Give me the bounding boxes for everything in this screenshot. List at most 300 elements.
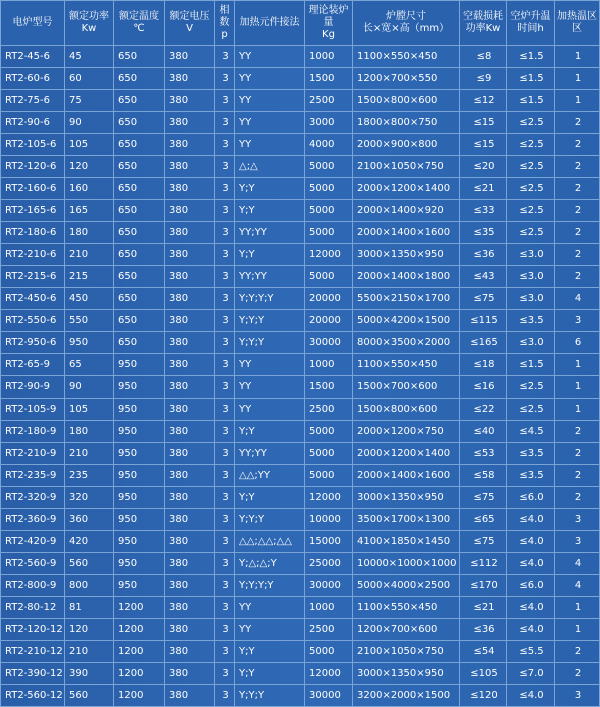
cell-no-load-loss: ≤12 xyxy=(460,90,507,112)
cell-rated-voltage: 380 xyxy=(165,684,215,706)
cell-heating-zones: 2 xyxy=(555,222,600,244)
cell-no-load-loss: ≤35 xyxy=(460,222,507,244)
cell-model: RT2-560-12 xyxy=(1,684,65,706)
cell-rated-power: 800 xyxy=(65,574,114,596)
cell-rated-voltage: 380 xyxy=(165,376,215,398)
cell-rated-temperature: 650 xyxy=(114,332,165,354)
cell-heating-zones: 2 xyxy=(555,134,600,156)
cell-load-capacity: 5000 xyxy=(305,420,353,442)
cell-heat-up-time: ≤3.5 xyxy=(507,464,555,486)
cell-chamber-dimensions: 3000×1350×950 xyxy=(353,244,460,266)
cell-model: RT2-90-6 xyxy=(1,112,65,134)
cell-heating-element-connection: Y;Y xyxy=(235,662,305,684)
cell-chamber-dimensions: 2000×900×800 xyxy=(353,134,460,156)
cell-rated-power: 65 xyxy=(65,354,114,376)
cell-no-load-loss: ≤53 xyxy=(460,442,507,464)
cell-heating-zones: 2 xyxy=(555,442,600,464)
cell-rated-temperature: 1200 xyxy=(114,684,165,706)
cell-load-capacity: 15000 xyxy=(305,530,353,552)
cell-rated-temperature: 650 xyxy=(114,112,165,134)
header-rated-power: 额定功率 Kw xyxy=(65,1,114,46)
cell-rated-voltage: 380 xyxy=(165,354,215,376)
cell-rated-voltage: 380 xyxy=(165,442,215,464)
cell-rated-temperature: 650 xyxy=(114,178,165,200)
cell-heating-zones: 3 xyxy=(555,530,600,552)
cell-load-capacity: 20000 xyxy=(305,288,353,310)
cell-rated-temperature: 950 xyxy=(114,354,165,376)
cell-no-load-loss: ≤9 xyxy=(460,68,507,90)
cell-heating-element-connection: YY;YY xyxy=(235,442,305,464)
cell-model: RT2-180-9 xyxy=(1,420,65,442)
cell-heating-element-connection: YY xyxy=(235,596,305,618)
cell-no-load-loss: ≤75 xyxy=(460,288,507,310)
cell-no-load-loss: ≤36 xyxy=(460,244,507,266)
cell-phases: 3 xyxy=(215,684,235,706)
cell-heating-zones: 2 xyxy=(555,178,600,200)
cell-heating-zones: 2 xyxy=(555,486,600,508)
cell-phases: 3 xyxy=(215,530,235,552)
cell-heat-up-time: ≤4.0 xyxy=(507,596,555,618)
table-row xyxy=(1,662,600,684)
cell-rated-voltage: 380 xyxy=(165,46,215,68)
cell-rated-voltage: 380 xyxy=(165,662,215,684)
table-row xyxy=(1,530,600,552)
cell-heating-element-connection: YY xyxy=(235,46,305,68)
cell-heat-up-time: ≤4.5 xyxy=(507,420,555,442)
table-row xyxy=(1,618,600,640)
cell-chamber-dimensions: 2000×1400×1600 xyxy=(353,222,460,244)
cell-chamber-dimensions: 1500×700×600 xyxy=(353,376,460,398)
cell-heating-element-connection: Y;Y;Y;Y xyxy=(235,288,305,310)
cell-heating-element-connection: YY xyxy=(235,68,305,90)
cell-rated-power: 81 xyxy=(65,596,114,618)
cell-load-capacity: 12000 xyxy=(305,486,353,508)
cell-load-capacity: 5000 xyxy=(305,222,353,244)
cell-heat-up-time: ≤2.5 xyxy=(507,134,555,156)
cell-load-capacity: 2500 xyxy=(305,618,353,640)
header-no-load-loss: 空载损耗 功率Kw xyxy=(460,1,507,46)
cell-rated-power: 560 xyxy=(65,684,114,706)
cell-phases: 3 xyxy=(215,442,235,464)
cell-heat-up-time: ≤1.5 xyxy=(507,354,555,376)
cell-load-capacity: 1500 xyxy=(305,376,353,398)
cell-model: RT2-105-6 xyxy=(1,134,65,156)
cell-load-capacity: 4000 xyxy=(305,134,353,156)
cell-model: RT2-235-9 xyxy=(1,464,65,486)
table-row xyxy=(1,442,600,464)
cell-rated-voltage: 380 xyxy=(165,112,215,134)
cell-chamber-dimensions: 2000×1400×920 xyxy=(353,200,460,222)
cell-chamber-dimensions: 2000×1200×1400 xyxy=(353,442,460,464)
cell-rated-temperature: 1200 xyxy=(114,596,165,618)
cell-model: RT2-550-6 xyxy=(1,310,65,332)
cell-heating-zones: 2 xyxy=(555,662,600,684)
cell-model: RT2-120-6 xyxy=(1,156,65,178)
table-body xyxy=(1,46,600,707)
cell-heating-zones: 6 xyxy=(555,332,600,354)
cell-phases: 3 xyxy=(215,332,235,354)
cell-heating-element-connection: Y;Y;Y xyxy=(235,310,305,332)
cell-heat-up-time: ≤2.5 xyxy=(507,178,555,200)
cell-heating-zones: 4 xyxy=(555,288,600,310)
cell-rated-temperature: 950 xyxy=(114,442,165,464)
cell-rated-temperature: 950 xyxy=(114,574,165,596)
cell-heating-element-connection: YY xyxy=(235,112,305,134)
cell-chamber-dimensions: 3000×1350×950 xyxy=(353,662,460,684)
cell-phases: 3 xyxy=(215,90,235,112)
cell-phases: 3 xyxy=(215,156,235,178)
header-heating-element-connection: 加热元件接法 xyxy=(235,1,305,46)
cell-heat-up-time: ≤4.0 xyxy=(507,508,555,530)
cell-rated-voltage: 380 xyxy=(165,530,215,552)
cell-heat-up-time: ≤4.0 xyxy=(507,552,555,574)
cell-heat-up-time: ≤6.0 xyxy=(507,574,555,596)
cell-load-capacity: 1500 xyxy=(305,68,353,90)
cell-chamber-dimensions: 1800×800×750 xyxy=(353,112,460,134)
cell-heating-zones: 1 xyxy=(555,376,600,398)
cell-no-load-loss: ≤43 xyxy=(460,266,507,288)
table-row xyxy=(1,68,600,90)
cell-rated-power: 320 xyxy=(65,486,114,508)
cell-rated-voltage: 380 xyxy=(165,134,215,156)
cell-load-capacity: 30000 xyxy=(305,574,353,596)
cell-model: RT2-90-9 xyxy=(1,376,65,398)
cell-rated-power: 550 xyxy=(65,310,114,332)
cell-heating-zones: 3 xyxy=(555,508,600,530)
cell-rated-voltage: 380 xyxy=(165,618,215,640)
cell-load-capacity: 2500 xyxy=(305,90,353,112)
cell-heating-element-connection: △△;△△;△△ xyxy=(235,530,305,552)
cell-heating-element-connection: Y;Y xyxy=(235,420,305,442)
cell-heat-up-time: ≤1.5 xyxy=(507,68,555,90)
cell-heat-up-time: ≤4.0 xyxy=(507,618,555,640)
cell-phases: 3 xyxy=(215,266,235,288)
cell-phases: 3 xyxy=(215,618,235,640)
cell-rated-temperature: 650 xyxy=(114,90,165,112)
cell-rated-voltage: 380 xyxy=(165,266,215,288)
cell-heat-up-time: ≤6.0 xyxy=(507,486,555,508)
cell-heating-zones: 4 xyxy=(555,574,600,596)
cell-phases: 3 xyxy=(215,222,235,244)
cell-rated-power: 180 xyxy=(65,222,114,244)
cell-no-load-loss: ≤112 xyxy=(460,552,507,574)
cell-model: RT2-320-9 xyxy=(1,486,65,508)
cell-phases: 3 xyxy=(215,552,235,574)
cell-rated-voltage: 380 xyxy=(165,486,215,508)
cell-rated-voltage: 380 xyxy=(165,68,215,90)
cell-heat-up-time: ≤3.5 xyxy=(507,310,555,332)
cell-rated-power: 560 xyxy=(65,552,114,574)
cell-heating-element-connection: YY xyxy=(235,398,305,420)
cell-rated-power: 210 xyxy=(65,442,114,464)
cell-rated-power: 90 xyxy=(65,376,114,398)
cell-no-load-loss: ≤120 xyxy=(460,684,507,706)
cell-rated-voltage: 380 xyxy=(165,178,215,200)
cell-heating-element-connection: △;△ xyxy=(235,156,305,178)
cell-load-capacity: 5000 xyxy=(305,178,353,200)
cell-model: RT2-210-12 xyxy=(1,640,65,662)
cell-load-capacity: 5000 xyxy=(305,200,353,222)
cell-heating-element-connection: △△;YY xyxy=(235,464,305,486)
cell-rated-power: 90 xyxy=(65,112,114,134)
cell-phases: 3 xyxy=(215,640,235,662)
table-row xyxy=(1,266,600,288)
cell-load-capacity: 1000 xyxy=(305,354,353,376)
cell-model: RT2-360-9 xyxy=(1,508,65,530)
cell-rated-power: 165 xyxy=(65,200,114,222)
cell-heat-up-time: ≤3.0 xyxy=(507,244,555,266)
cell-rated-voltage: 380 xyxy=(165,574,215,596)
cell-no-load-loss: ≤65 xyxy=(460,508,507,530)
cell-load-capacity: 12000 xyxy=(305,662,353,684)
cell-model: RT2-75-6 xyxy=(1,90,65,112)
table-row xyxy=(1,310,600,332)
cell-rated-voltage: 380 xyxy=(165,640,215,662)
cell-rated-power: 160 xyxy=(65,178,114,200)
cell-model: RT2-215-6 xyxy=(1,266,65,288)
cell-heat-up-time: ≤2.5 xyxy=(507,156,555,178)
table-row xyxy=(1,354,600,376)
cell-rated-voltage: 380 xyxy=(165,464,215,486)
cell-rated-power: 215 xyxy=(65,266,114,288)
cell-rated-power: 390 xyxy=(65,662,114,684)
cell-rated-temperature: 1200 xyxy=(114,640,165,662)
cell-heating-element-connection: Y;Y xyxy=(235,486,305,508)
cell-chamber-dimensions: 10000×1000×1000 xyxy=(353,552,460,574)
table-row xyxy=(1,244,600,266)
cell-no-load-loss: ≤54 xyxy=(460,640,507,662)
cell-phases: 3 xyxy=(215,200,235,222)
cell-model: RT2-65-9 xyxy=(1,354,65,376)
table-row xyxy=(1,332,600,354)
cell-rated-power: 210 xyxy=(65,244,114,266)
cell-rated-power: 235 xyxy=(65,464,114,486)
cell-load-capacity: 1000 xyxy=(305,46,353,68)
header-chamber-dimensions: 炉膛尺寸 长×宽×高（mm） xyxy=(353,1,460,46)
cell-phases: 3 xyxy=(215,508,235,530)
cell-phases: 3 xyxy=(215,112,235,134)
cell-model: RT2-80-12 xyxy=(1,596,65,618)
cell-rated-power: 420 xyxy=(65,530,114,552)
cell-heating-element-connection: YY xyxy=(235,618,305,640)
cell-load-capacity: 12000 xyxy=(305,244,353,266)
cell-phases: 3 xyxy=(215,244,235,266)
cell-rated-power: 120 xyxy=(65,156,114,178)
table-row xyxy=(1,640,600,662)
table-row xyxy=(1,90,600,112)
cell-load-capacity: 5000 xyxy=(305,266,353,288)
cell-chamber-dimensions: 1500×800×600 xyxy=(353,90,460,112)
cell-chamber-dimensions: 1100×550×450 xyxy=(353,354,460,376)
cell-load-capacity: 10000 xyxy=(305,508,353,530)
header-heating-zones: 加热温区 区 xyxy=(555,1,600,46)
cell-no-load-loss: ≤15 xyxy=(460,134,507,156)
header-load-capacity: 理论装炉量 Kg xyxy=(305,1,353,46)
cell-no-load-loss: ≤15 xyxy=(460,112,507,134)
cell-chamber-dimensions: 8000×3500×2000 xyxy=(353,332,460,354)
cell-phases: 3 xyxy=(215,46,235,68)
cell-rated-temperature: 650 xyxy=(114,310,165,332)
cell-rated-voltage: 380 xyxy=(165,398,215,420)
header-model: 电炉型号 xyxy=(1,1,65,46)
cell-no-load-loss: ≤33 xyxy=(460,200,507,222)
cell-rated-voltage: 380 xyxy=(165,552,215,574)
cell-chamber-dimensions: 2000×1200×750 xyxy=(353,420,460,442)
cell-heating-zones: 2 xyxy=(555,200,600,222)
table-row xyxy=(1,134,600,156)
cell-heat-up-time: ≤3.0 xyxy=(507,266,555,288)
cell-heat-up-time: ≤3.0 xyxy=(507,288,555,310)
cell-chamber-dimensions: 2000×1400×1600 xyxy=(353,464,460,486)
cell-rated-voltage: 380 xyxy=(165,420,215,442)
cell-no-load-loss: ≤21 xyxy=(460,596,507,618)
cell-phases: 3 xyxy=(215,354,235,376)
cell-model: RT2-45-6 xyxy=(1,46,65,68)
header-heat-up-time: 空炉升温 时间h xyxy=(507,1,555,46)
cell-rated-power: 360 xyxy=(65,508,114,530)
table-row xyxy=(1,288,600,310)
cell-rated-temperature: 650 xyxy=(114,200,165,222)
cell-heating-element-connection: YY xyxy=(235,376,305,398)
cell-rated-temperature: 950 xyxy=(114,376,165,398)
cell-phases: 3 xyxy=(215,288,235,310)
cell-no-load-loss: ≤22 xyxy=(460,398,507,420)
table-row xyxy=(1,398,600,420)
cell-heating-zones: 3 xyxy=(555,310,600,332)
cell-rated-voltage: 380 xyxy=(165,90,215,112)
cell-no-load-loss: ≤20 xyxy=(460,156,507,178)
cell-load-capacity: 25000 xyxy=(305,552,353,574)
cell-model: RT2-180-6 xyxy=(1,222,65,244)
table-row xyxy=(1,200,600,222)
cell-rated-voltage: 380 xyxy=(165,244,215,266)
cell-rated-temperature: 650 xyxy=(114,244,165,266)
cell-heating-element-connection: Y;Y xyxy=(235,244,305,266)
cell-rated-power: 45 xyxy=(65,46,114,68)
cell-model: RT2-420-9 xyxy=(1,530,65,552)
cell-model: RT2-160-6 xyxy=(1,178,65,200)
cell-heating-zones: 1 xyxy=(555,398,600,420)
cell-rated-temperature: 650 xyxy=(114,288,165,310)
cell-heating-element-connection: Y;Y;Y xyxy=(235,684,305,706)
cell-heating-element-connection: YY xyxy=(235,134,305,156)
cell-phases: 3 xyxy=(215,178,235,200)
cell-heating-zones: 1 xyxy=(555,354,600,376)
cell-heat-up-time: ≤2.5 xyxy=(507,222,555,244)
cell-rated-power: 75 xyxy=(65,90,114,112)
cell-load-capacity: 20000 xyxy=(305,310,353,332)
cell-rated-temperature: 1200 xyxy=(114,618,165,640)
header-phases: 相数 p xyxy=(215,1,235,46)
cell-heating-zones: 2 xyxy=(555,640,600,662)
cell-phases: 3 xyxy=(215,376,235,398)
cell-no-load-loss: ≤105 xyxy=(460,662,507,684)
cell-heat-up-time: ≤2.5 xyxy=(507,376,555,398)
cell-no-load-loss: ≤8 xyxy=(460,46,507,68)
header-rated-temperature: 额定温度 ℃ xyxy=(114,1,165,46)
cell-phases: 3 xyxy=(215,68,235,90)
table-row xyxy=(1,552,600,574)
cell-chamber-dimensions: 1500×800×600 xyxy=(353,398,460,420)
cell-rated-temperature: 650 xyxy=(114,134,165,156)
cell-rated-voltage: 380 xyxy=(165,596,215,618)
cell-no-load-loss: ≤36 xyxy=(460,618,507,640)
cell-heat-up-time: ≤2.5 xyxy=(507,112,555,134)
cell-rated-power: 60 xyxy=(65,68,114,90)
cell-heating-element-connection: Y;△;△;Y xyxy=(235,552,305,574)
cell-phases: 3 xyxy=(215,486,235,508)
cell-heating-zones: 1 xyxy=(555,68,600,90)
cell-rated-voltage: 380 xyxy=(165,310,215,332)
cell-rated-voltage: 380 xyxy=(165,200,215,222)
cell-heat-up-time: ≤4.0 xyxy=(507,684,555,706)
table-row xyxy=(1,112,600,134)
table-row xyxy=(1,420,600,442)
cell-chamber-dimensions: 1200×700×550 xyxy=(353,68,460,90)
cell-rated-power: 180 xyxy=(65,420,114,442)
cell-heating-element-connection: YY xyxy=(235,90,305,112)
cell-heating-element-connection: Y;Y;Y;Y xyxy=(235,574,305,596)
cell-rated-power: 120 xyxy=(65,618,114,640)
cell-heating-element-connection: YY xyxy=(235,354,305,376)
cell-heat-up-time: ≤1.5 xyxy=(507,46,555,68)
cell-phases: 3 xyxy=(215,662,235,684)
cell-load-capacity: 2500 xyxy=(305,398,353,420)
cell-heat-up-time: ≤2.5 xyxy=(507,398,555,420)
cell-no-load-loss: ≤165 xyxy=(460,332,507,354)
cell-chamber-dimensions: 5000×4000×2500 xyxy=(353,574,460,596)
cell-heat-up-time: ≤4.0 xyxy=(507,530,555,552)
cell-chamber-dimensions: 2100×1050×750 xyxy=(353,156,460,178)
cell-heating-zones: 2 xyxy=(555,420,600,442)
cell-load-capacity: 30000 xyxy=(305,684,353,706)
cell-heat-up-time: ≤2.5 xyxy=(507,200,555,222)
header-rated-voltage: 额定电压 V xyxy=(165,1,215,46)
cell-rated-temperature: 650 xyxy=(114,68,165,90)
cell-heating-element-connection: Y;Y xyxy=(235,178,305,200)
cell-rated-temperature: 950 xyxy=(114,420,165,442)
cell-chamber-dimensions: 5000×4200×1500 xyxy=(353,310,460,332)
cell-model: RT2-450-6 xyxy=(1,288,65,310)
cell-chamber-dimensions: 1200×700×600 xyxy=(353,618,460,640)
cell-load-capacity: 5000 xyxy=(305,464,353,486)
cell-rated-power: 450 xyxy=(65,288,114,310)
cell-model: RT2-390-12 xyxy=(1,662,65,684)
cell-phases: 3 xyxy=(215,134,235,156)
cell-model: RT2-950-6 xyxy=(1,332,65,354)
cell-chamber-dimensions: 1100×550×450 xyxy=(353,596,460,618)
cell-heating-zones: 1 xyxy=(555,90,600,112)
table-row xyxy=(1,46,600,68)
cell-chamber-dimensions: 2000×1200×1400 xyxy=(353,178,460,200)
cell-rated-power: 950 xyxy=(65,332,114,354)
cell-chamber-dimensions: 3200×2000×1500 xyxy=(353,684,460,706)
cell-chamber-dimensions: 1100×550×450 xyxy=(353,46,460,68)
cell-rated-voltage: 380 xyxy=(165,288,215,310)
cell-rated-power: 210 xyxy=(65,640,114,662)
cell-load-capacity: 5000 xyxy=(305,640,353,662)
cell-load-capacity: 5000 xyxy=(305,442,353,464)
cell-heat-up-time: ≤7.0 xyxy=(507,662,555,684)
table-row xyxy=(1,178,600,200)
cell-rated-power: 105 xyxy=(65,398,114,420)
cell-model: RT2-800-9 xyxy=(1,574,65,596)
cell-heating-zones: 2 xyxy=(555,156,600,178)
cell-heat-up-time: ≤1.5 xyxy=(507,90,555,112)
cell-phases: 3 xyxy=(215,574,235,596)
cell-heating-zones: 1 xyxy=(555,618,600,640)
cell-heating-zones: 4 xyxy=(555,552,600,574)
